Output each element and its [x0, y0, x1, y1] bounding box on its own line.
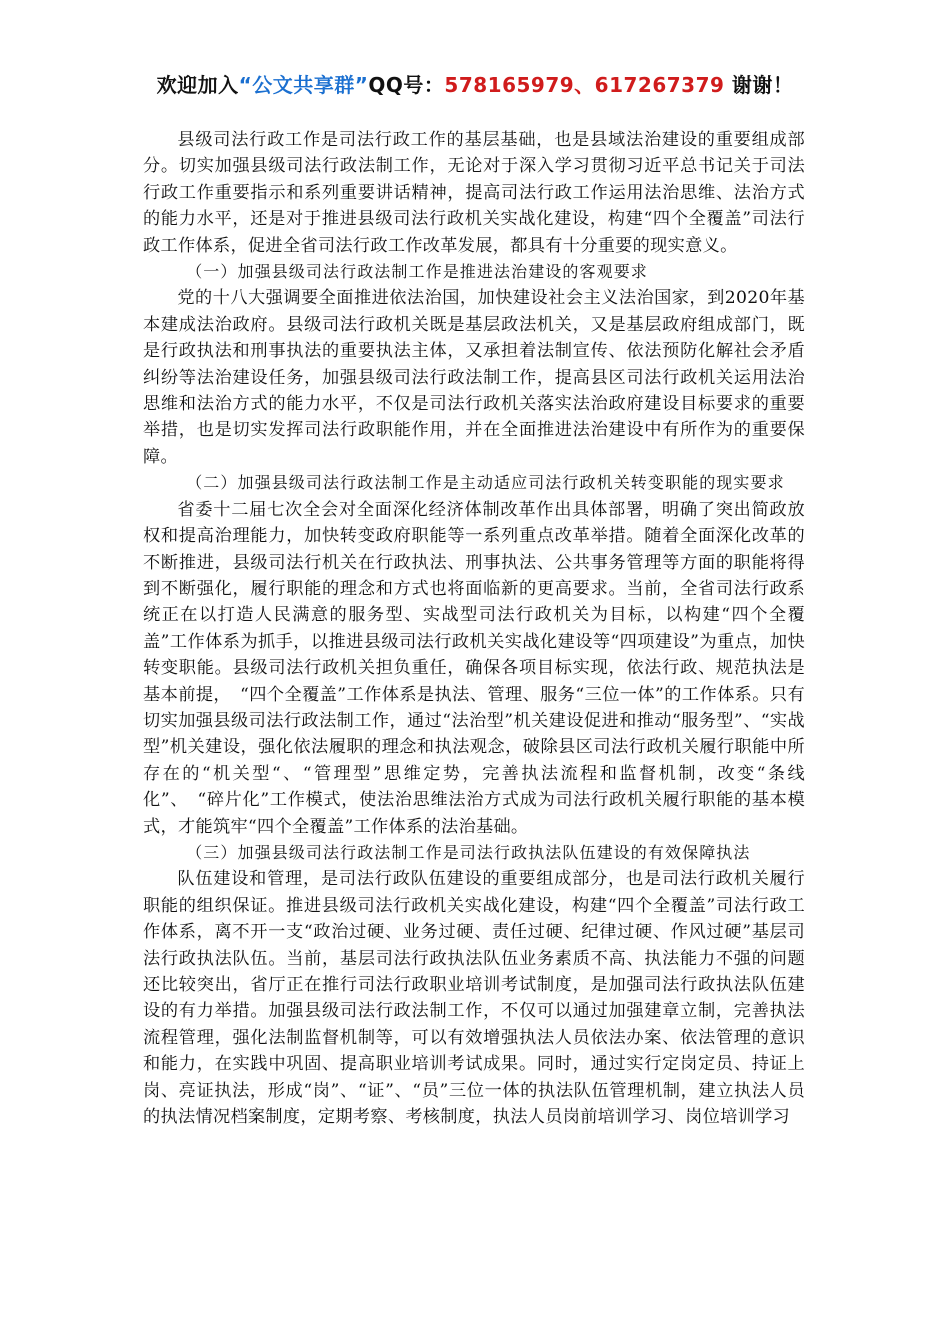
banner-qq-label: QQ号：	[368, 73, 445, 97]
section3-paragraph: 队伍建设和管理，是司法行政队伍建设的重要组成部分，也是司法行政机关履行职能的组织保证。推进县级司法行政机关实战化建设，构建“四个全覆盖”司法行政工作体系，离不开一支“政治过硬、业务过硬、责任过硬、纪律过硬、作风过硬”基层司法行政执法队伍。当前，基层司法行政执法队伍业务素质不高、执法能力不强的问题还比较突出，省厅正在推行司法行政职业培训考试制度，是加强司法行政执法队伍建设的有力举措。加强县级司法行政法制工作，不仅可以通过加强建章立制，完善执法流程管理，强化法制监督机制等，可以有效增强执法人员依法办案、依法管理的意识和能力，在实践中巩固、提高职业培训考试成果。同时，通过实行定岗定员、持证上岗、亮证执法，形成“岗”、“证”、“员”三位一体的执法队伍管理机制，建立执法人员的执法情况档案制度，定期考察、考核制度，执法人员岗前培训学习、岗位培训学习	[143, 869, 805, 1128]
promo-banner	[0, 70, 950, 100]
section3-heading: （三）加强县级司法行政法制工作是司法行政执法队伍建设的有效保障执法	[186, 842, 751, 862]
banner-group-name: “公文共享群”	[238, 73, 369, 97]
banner-prefix: 欢迎加入	[156, 73, 239, 97]
section1-heading: （一）加强县级司法行政法制工作是推进法治建设的客观要求	[186, 262, 648, 282]
banner-suffix: 谢谢！	[724, 73, 794, 97]
banner-qq-numbers: 578165979、617267379	[444, 73, 725, 97]
section1-paragraph: 党的十八大强调要全面推进依法治国，加快建设社会主义法治国家，到2020年基本建成法治政府。县级司法行政机关既是基层政法机关，又是基层政府组成部门，既是行政执法和刑事执法的重要执法主体，又承担着法制宣传、依法预防化解社会矛盾纠纷等法治建设任务，加强县级司法行政法制工作，提高县区司法行政机关运用法治思维和法治方式的能力水平，不仅是司法行政机关落实法治政府建设目标要求的重要举措，也是切实发挥司法行政职能作用，并在全面推进法治建设中有所作为的重要保障。	[143, 288, 805, 467]
section2-paragraph: 省委十二届七次全会对全面深化经济体制改革作出具体部署，明确了突出简政放权和提高治理能力，加快转变政府职能等一系列重点改革举措。随着全面深化改革的不断推进，县级司法行机关在行政执法、刑事执法、公共事务管理等方面的职能将得到不断强化，履行职能的理念和方式也将面临新的更高要求。当前，全省司法行政系统正在以打造人民满意的服务型、实战型司法行政机关为目标，以构建“四个全覆盖”工作体系为抓手，以推进县级司法行政机关实战化建设等“四项建设”为重点，加快转变职能。县级司法行政机关担负重任，确保各项目标实现，依法行政、规范执法是基本前提， “四个全覆盖”工作体系是执法、管理、服务“三位一体”的工作体系。只有切实加强县级司法行政法制工作，通过“法治型”机关建设促进和推动“服务型”、“实战型”机关建设，强化依法履职的理念和执法观念，破除县区司法行政机关履行职能中所存在的“机关型“、“管理型”思维定势，完善执法流程和监督机制，改变“条线化”、 “碎片化”工作模式，使法治思维法治方式成为司法行政机关履行职能的基本模式，才能筑牢“四个全覆盖”工作体系的法治基础。	[143, 499, 805, 837]
section2-heading: （二）加强县级司法行政法制工作是主动适应司法行政机关转变职能的现实要求	[186, 473, 785, 493]
document-body	[143, 127, 805, 1130]
intro-paragraph: 县级司法行政工作是司法行政工作的基层基础，也是县域法治建设的重要组成部分。切实加强县级司法行政法制工作，无论对于深入学习贯彻习近平总书记关于司法行政工作重要指示和系列重要讲话精神，提高司法行政工作运用法治思维、法治方式的能力水平，还是对于推进县级司法行政机关实战化建设，构建“四个全覆盖”司法行政工作体系，促进全省司法行政工作改革发展，都具有十分重要的现实意义。	[143, 130, 805, 256]
